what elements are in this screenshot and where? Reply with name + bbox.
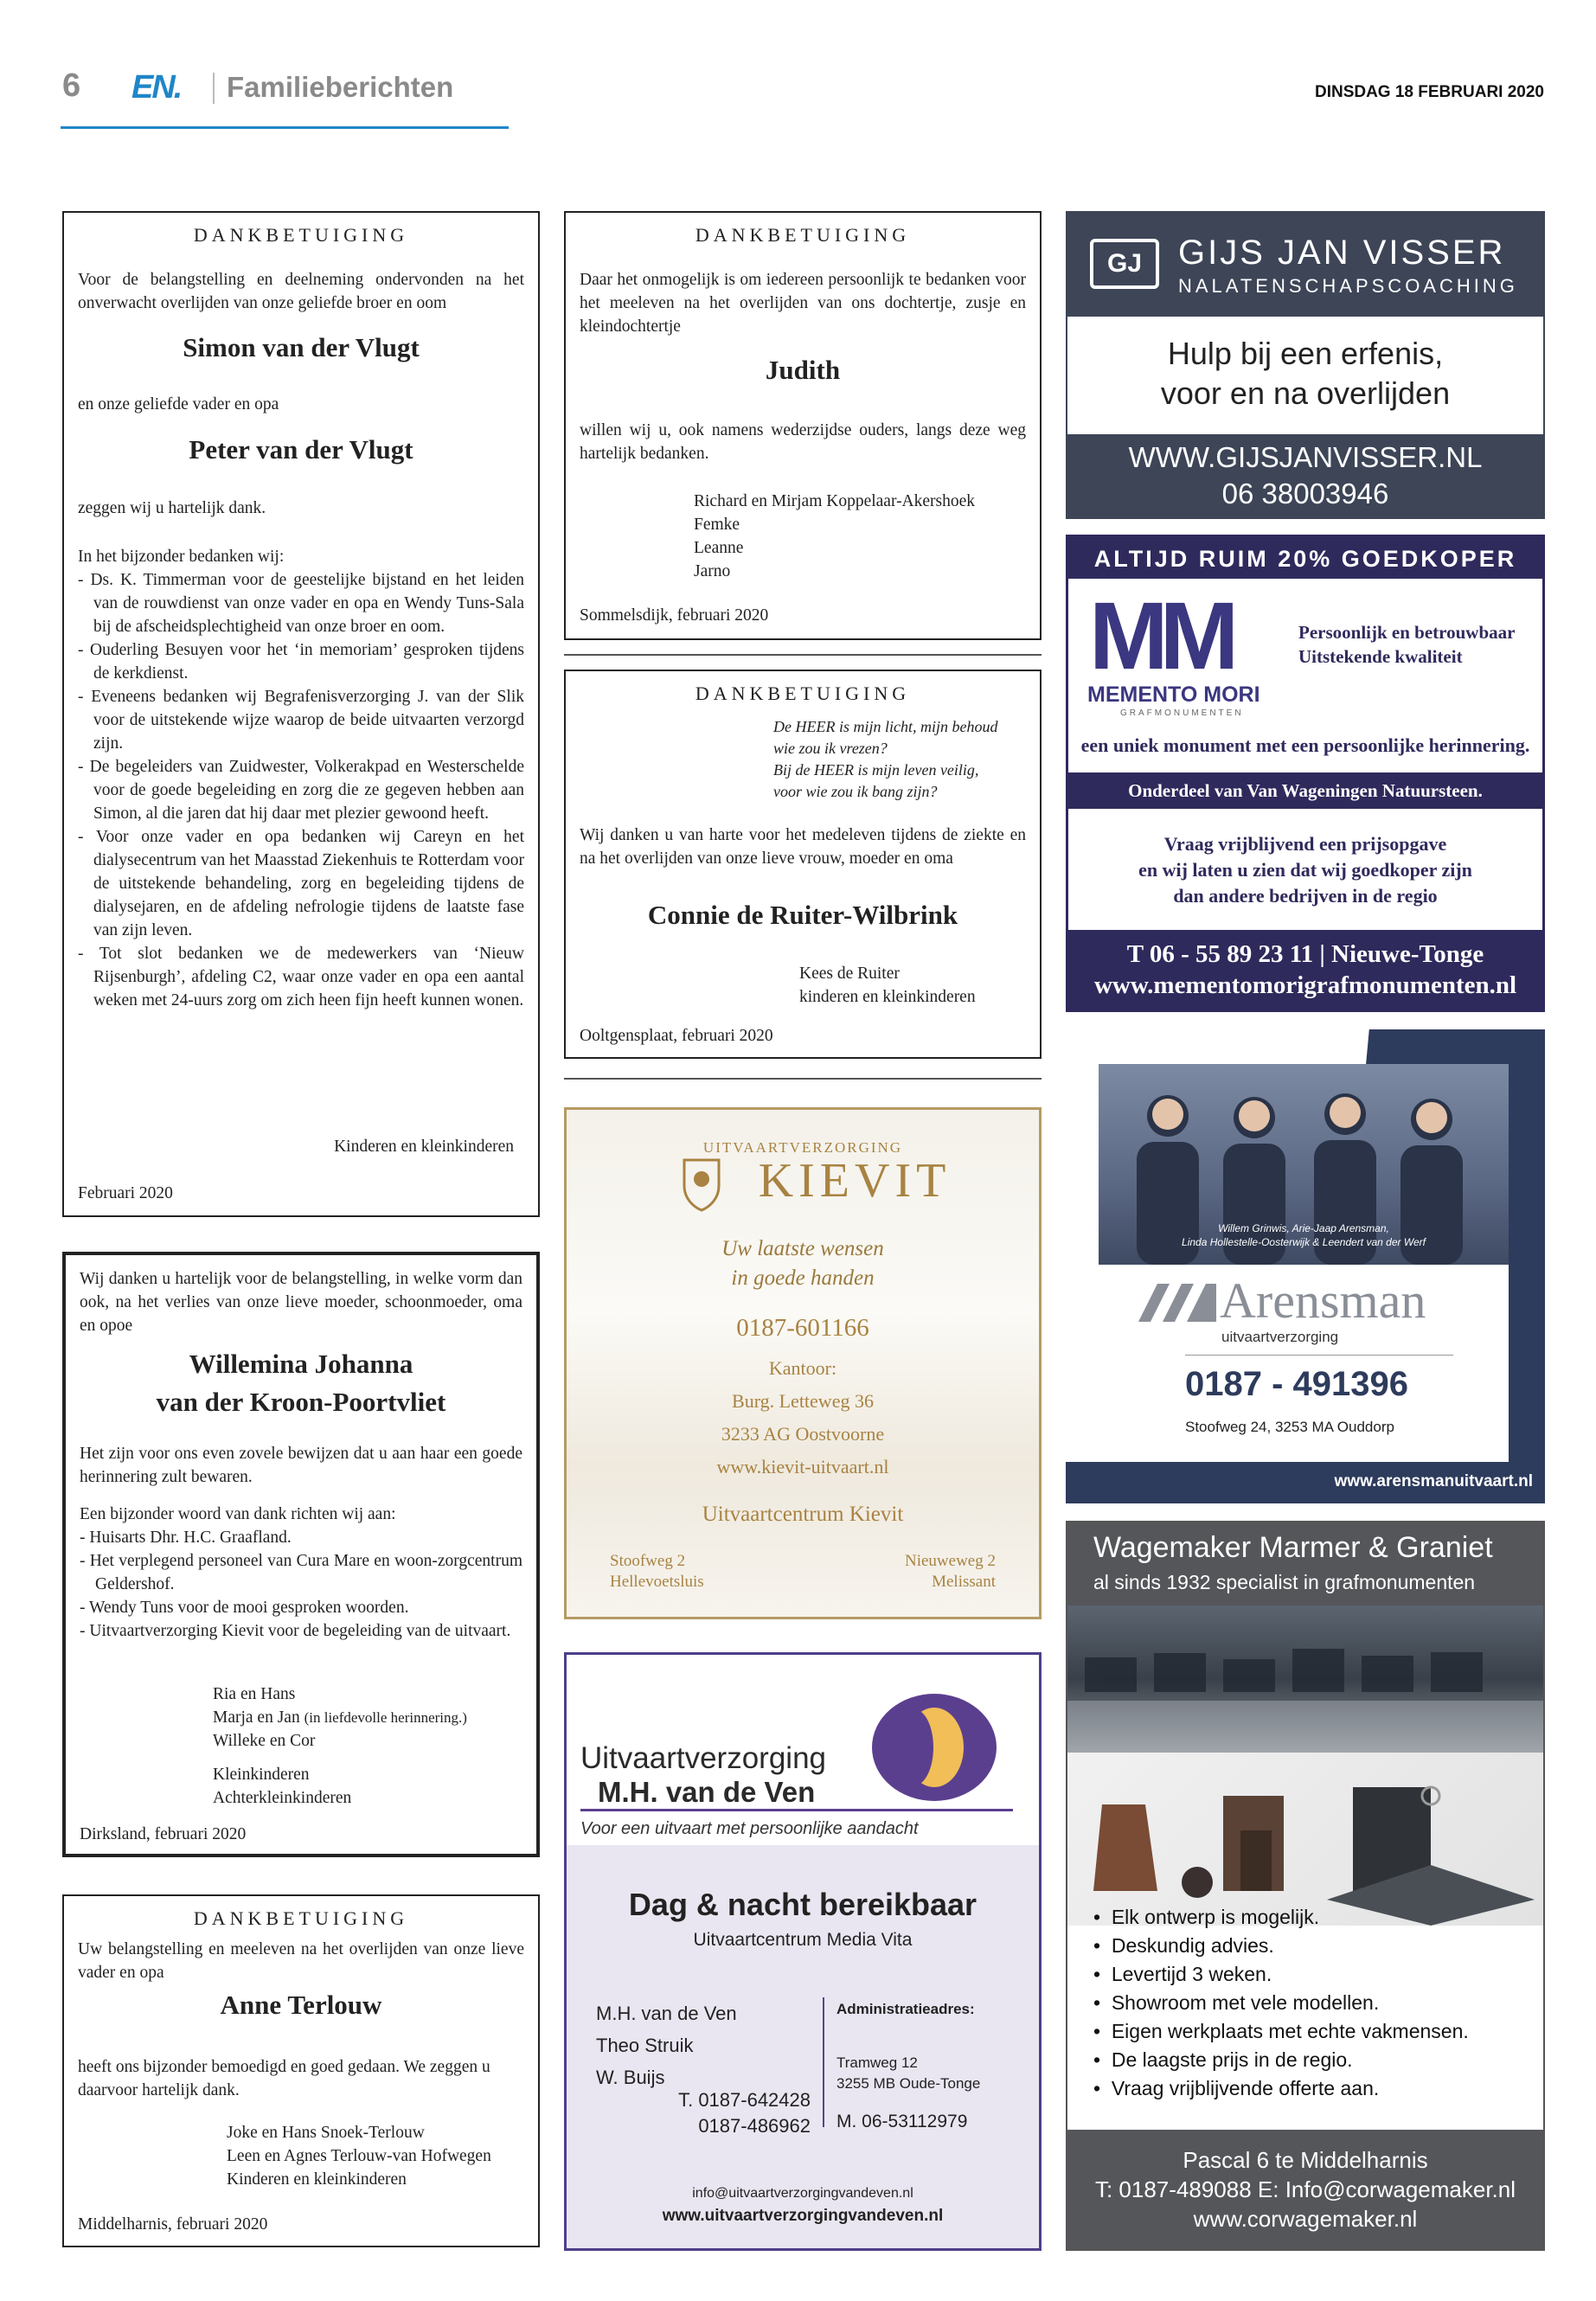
feature-text: Deskundig advies. [1111, 1934, 1274, 1957]
wagemaker-footer [1067, 2130, 1543, 2251]
visser-tagline [1067, 334, 1543, 413]
ven-line2: M.H. van de Ven [598, 1776, 816, 1808]
signer: Leen en Agnes Terlouw-van Hofwegen [227, 2147, 491, 2165]
notice-date: Februari 2020 [78, 1184, 173, 1202]
notice-terlouw [62, 1894, 540, 2247]
signer: Jarno [694, 562, 731, 580]
ven-logo-icon [869, 1691, 999, 1804]
deceased-name: Simon van der Vlugt [183, 332, 420, 362]
ad-wagemaker [1066, 1521, 1545, 2251]
section-title: Familieberichten [227, 71, 454, 103]
thanks-list [80, 1526, 522, 1643]
feature-text: Vraag vrijblijvende offerte aan. [1111, 2077, 1380, 2099]
feature-text: Showroom met vele modellen. [1111, 1991, 1380, 2014]
ven-slogan: Voor een uitvaart met persoonlijke aandacht [580, 1819, 919, 1838]
list-item: - Het verplegend personeel van Cura Mare en woon-zorgcentrum Geldershof. [80, 1552, 522, 1593]
ven-admin-address [836, 2053, 980, 2094]
page-number: 6 [62, 67, 81, 104]
visser-subtitle: NALATENSCHAPSCOACHING [1178, 275, 1518, 297]
kievit-name: KIEVIT [758, 1154, 952, 1208]
location-line: Hellevoetsluis [610, 1573, 704, 1591]
arensman-address: Stoofweg 24, 3253 MA Ouddorp [1185, 1419, 1394, 1435]
address-line: 3255 MB Oude-Tonge [836, 2075, 981, 2092]
signer: Richard en Mirjam Koppelaar-Akershoek [694, 492, 976, 510]
tagline-line: voor en na overlijden [1160, 375, 1451, 411]
ven-headline: Dag & nacht bereikbaar [628, 1887, 977, 1922]
tagline-line: Hulp bij een erfenis, [1167, 336, 1444, 371]
signer: Kleinkinderen [213, 1766, 310, 1784]
ven-phones [678, 2087, 811, 2139]
verse-line: De HEER is mijn licht, mijn behoud [773, 718, 998, 735]
signature [227, 2121, 524, 2191]
notice-date: Dirksland, februari 2020 [80, 1825, 247, 1843]
quality-line: Uitstekende kwaliteit [1298, 646, 1463, 667]
person: Theo Struik [596, 2035, 694, 2056]
feature-item: • De laagste prijs in de regio. [1093, 2048, 1353, 2071]
deceased-name: Connie de Ruiter-Wilbrink [647, 900, 958, 930]
notice-date: Ooltgensplaat, februari 2020 [580, 1027, 773, 1045]
ad-gijs-jan-visser [1066, 211, 1545, 519]
phone: T. 0187-642428 [678, 2089, 811, 2111]
arensman-phone: 0187 - 491396 [1185, 1365, 1409, 1403]
deceased-name: Anne Terlouw [220, 1990, 382, 2020]
showroom-photo [1067, 1606, 1543, 1753]
notice-text: willen wij u, ook namens wederzijdse ouders, langs deze weg hartelijk bedanken. [580, 421, 1026, 463]
signer: Willeke en Cor [213, 1732, 316, 1750]
ad-memento-mori [1066, 535, 1545, 1012]
memento-logo: MM [1089, 583, 1231, 689]
request-line: en wij laten u zien dat wij goedkoper zijn [1138, 859, 1472, 881]
notice-text: en onze geliefde vader en opa [78, 395, 279, 413]
ven-email: info@uitvaartverzorgingvandeven.nl [692, 2186, 913, 2201]
kievit-location-right [905, 1551, 996, 1593]
list-item: - Ds. K. Timmerman voor de geestelijke bijstand en het leiden van de rouwdienst van onze vader en opa en Wendy Tuns-Sala bij de afscheidsplechtigheid van onze broer en oom. [78, 571, 524, 636]
wagemaker-address: Pascal 6 te Middelharnis [1183, 2147, 1428, 2173]
signer: Achterkleinkinderen [213, 1789, 352, 1807]
ven-web: www.uitvaartverzorgingvandeven.nl [662, 2207, 944, 2225]
memento-footer [1068, 930, 1542, 1009]
deceased-name: Judith [765, 355, 841, 385]
notice-heading: DANKBETUIGING [695, 683, 911, 704]
list-item: - Voor onze vader en opa bedanken wij Careyn en het dialysecentrum van het Maasstad Ziekenhuis te Rotterdam voor de uitstekende behandeling, zorg en begeleiding tijdens de dialysejaren, en de afdeling nefrologie tijdens de laatste fase van zijn leven. [78, 828, 524, 939]
memento-brand-sub: GRAFMONUMENTEN [1120, 708, 1244, 718]
kievit-slogan [567, 1234, 1039, 1293]
address-line: Tramweg 12 [836, 2054, 918, 2071]
notice-date: Middelharnis, februari 2020 [78, 2215, 268, 2234]
feature-item: • Elk ontwerp is mogelijk. [1093, 1906, 1320, 1928]
phone: 0187-486962 [698, 2115, 811, 2137]
location-line: Melissant [932, 1573, 996, 1591]
notice-text: In het bijzonder bedanken wij: [78, 548, 285, 566]
team-photo [1099, 1064, 1509, 1265]
feature-text: Levertijd 3 weken. [1111, 1963, 1272, 1985]
arensman-logo-icon [1138, 1284, 1216, 1322]
ven-mobile: M. 06-53112979 [836, 2112, 968, 2131]
notice-heading: DANKBETUIGING [695, 224, 911, 246]
kievit-centre: Uitvaartcentrum Kievit [702, 1503, 904, 1526]
memento-part-of: Onderdeel van Van Wageningen Natuursteen. [1068, 772, 1542, 809]
notice-van-der-kroon [62, 1252, 540, 1857]
notice-text: Een bijzonder woord van dank richten wij aan: [80, 1505, 396, 1523]
signer: kinderen en kleinkinderen [799, 988, 976, 1006]
feature-item: • Showroom met vele modellen. [1093, 1991, 1380, 2014]
slogan-line: in goede handen [731, 1266, 875, 1290]
signer: Ria en Hans [213, 1685, 296, 1703]
visser-name: GIJS JAN VISSER [1178, 234, 1506, 272]
signer: Femke [694, 516, 740, 534]
memento-banner: ALTIJD RUIM 20% GOEDKOPER [1068, 537, 1542, 579]
notice-heading: DANKBETUIGING [193, 224, 409, 246]
signer [213, 1706, 522, 1729]
signer-note: (in liefdevolle herinnering.) [304, 1709, 467, 1726]
verse-line: wie zou ik vrezen? [773, 740, 888, 757]
ad-kievit [564, 1107, 1042, 1619]
feature-item: • Vraag vrijblijvende offerte aan. [1093, 2077, 1380, 2099]
signature [694, 490, 1026, 583]
notice-intro: Voor de belangstelling en deelneming ondervonden na het onverwacht overlijden van onze geliefde broer en oom [78, 271, 524, 312]
quality-line: Persoonlijk en betrouwbaar [1298, 622, 1516, 643]
notice-de-ruiter [564, 670, 1042, 1059]
memento-brand: MEMENTO MORI [1087, 683, 1260, 707]
memento-quote-request [1068, 831, 1542, 909]
wagemaker-title: Wagemaker Marmer & Graniet [1093, 1531, 1493, 1564]
feature-text: Eigen werkplaats met echte vakmensen. [1111, 2020, 1469, 2042]
wagemaker-features [1093, 1903, 1469, 2103]
feature-text: De laagste prijs in de regio. [1111, 2048, 1353, 2071]
signer: Kinderen en kleinkinderen [227, 2170, 407, 2189]
visser-phone: 06 38003946 [1221, 478, 1389, 510]
arensman-rule [1185, 1355, 1453, 1356]
deceased-name: van der Kroon-Poortvliet [156, 1387, 446, 1417]
arensman-name: Arensman [1220, 1272, 1426, 1329]
visser-contact [1067, 439, 1543, 512]
kievit-address [567, 1352, 1039, 1484]
person: M.H. van de Ven [596, 2003, 737, 2024]
signature [213, 1682, 522, 1810]
ven-subtitle: Uitvaartcentrum Media Vita [693, 1930, 913, 1950]
arensman-web: www.arensmanuitvaart.nl [1334, 1472, 1533, 1490]
person: W. Buijs [596, 2067, 665, 2088]
list-item: - De begeleiders van Zuidwester, Volkerakpad en Westerschelde voor de goede begeleiding en zorg die ze gegeven hebben aan Simon, al die jaren dat hij daar met plezier gewoond heeft. [78, 758, 524, 823]
signature [799, 962, 1026, 1009]
notice-intro: Uw belangstelling en meeleven na het overlijden van onze lieve vader en opa [78, 1940, 524, 1982]
memento-web: www.mementomorigrafmonumenten.nl [1093, 971, 1517, 999]
notice-van-der-vlugt [62, 211, 540, 1217]
ven-rule [580, 1809, 1013, 1811]
visser-web: WWW.GIJSJANVISSER.NL [1128, 441, 1483, 473]
issue-date: DINSDAG 18 FEBRUARI 2020 [1314, 83, 1544, 101]
caption-line: Willem Grinwis, Arie-Jaap Arensman, [1218, 1222, 1389, 1234]
ad-van-de-ven [564, 1652, 1042, 2251]
ven-line1: Uitvaartverzorging [580, 1741, 826, 1775]
address-line: www.kievit-uitvaart.nl [716, 1456, 889, 1477]
ven-admin-label: Administratieadres: [836, 2001, 975, 2017]
bible-verse [773, 716, 1026, 803]
wagemaker-web: www.corwagemaker.nl [1193, 2206, 1418, 2232]
newspaper-logo: EN. [131, 69, 182, 106]
list-item: - Tot slot bedanken we de medewerkers van ‘Nieuw Rijsenburgh’, afdeling C2, waar onze vader en opa een aantal weken met 24-uurs zorg om zich heen fijn heeft kunnen wonen. [78, 945, 524, 1009]
header-divider [213, 73, 215, 104]
arensman-subtitle: uitvaartverzorging [1221, 1329, 1339, 1345]
feature-item: • Deskundig advies. [1093, 1934, 1274, 1957]
column-rule [564, 1078, 1042, 1080]
notice-text: Het zijn voor ons even zovele bewijzen dat u aan haar een goede herinnering zult bewaren. [80, 1445, 522, 1486]
notice-intro: Daar het onmogelijk is om iedereen persoonlijk te bedanken voor het meeleven na het overlijden van ons dochtertje, zusje en kleindochtertje [580, 271, 1026, 336]
list-item: - Ouderling Besuyen voor het ‘in memoriam’ gesproken tijdens de kerkdienst. [78, 641, 524, 683]
notice-text: heeft ons bijzonder bemoedigd en goed gedaan. We zeggen u daarvoor hartelijk dank. [78, 2058, 490, 2099]
signer-name: Marja en Jan [213, 1708, 300, 1727]
notice-judith [564, 211, 1042, 640]
signer: Joke en Hans Snoek-Terlouw [227, 2124, 425, 2142]
address-line: 3233 AG Oostvoorne [721, 1423, 885, 1445]
kievit-label: UITVAARTVERZORGING [702, 1139, 903, 1156]
feature-text: Elk ontwerp is mogelijk. [1111, 1906, 1320, 1928]
verse-line: voor wie zou ik bang zijn? [773, 783, 938, 800]
notice-text: zeggen wij u hartelijk dank. [78, 499, 266, 517]
signer: Leanne [694, 539, 744, 557]
verse-line: Bij de HEER is mijn leven veilig, [773, 761, 979, 779]
thanks-list [78, 568, 524, 1012]
feature-item: • Eigen werkplaats met echte vakmensen. [1093, 2020, 1469, 2042]
caption-line: Linda Hollestelle-Oosterwijk & Leendert van der Werf [1182, 1236, 1426, 1248]
notice-intro: Wij danken u van harte voor het medeleven tijdens de ziekte en na het overlijden van onze lieve vrouw, moeder en oma [580, 826, 1026, 868]
feature-item: • Levertijd 3 weken. [1093, 1963, 1272, 1985]
team-caption [1099, 1221, 1509, 1249]
signature: Kinderen en kleinkinderen [334, 1138, 514, 1156]
address-line: Burg. Letteweg 36 [732, 1390, 874, 1412]
list-item: - Wendy Tuns voor de mooi gesproken woorden. [80, 1599, 409, 1617]
deceased-name: Willemina Johanna [189, 1349, 413, 1379]
kievit-location-left [610, 1551, 704, 1593]
monuments-photo [1067, 1753, 1543, 1926]
notice-intro: Wij danken u hartelijk voor de belangstelling, in welke vorm dan ook, na het verlies van onze lieve moeder, schoonmoeder, oma en opoe [80, 1270, 522, 1335]
memento-phone: T 06 - 55 89 23 11 | Nieuwe-Tonge [1126, 940, 1484, 968]
header-rule [61, 126, 509, 129]
wagemaker-subtitle: al sinds 1932 specialist in grafmonumenten [1093, 1571, 1476, 1593]
slogan-line: Uw laatste wensen [721, 1237, 884, 1260]
visser-logo: GJ [1090, 239, 1159, 289]
column-rule [564, 654, 1042, 656]
list-item: - Eveneens bedanken wij Begrafenisverzorging J. van der Slik voor de uitstekende wijze waarop de beide uitvaarten verzorgd zijn. [78, 688, 524, 753]
list-item: - Uitvaartverzorging Kievit voor de begeleiding van de uitvaart. [80, 1622, 511, 1640]
request-line: Vraag vrijblijvend een prijsopgave [1163, 833, 1447, 855]
kievit-phone: 0187-601166 [736, 1314, 869, 1342]
kievit-crest-icon [679, 1155, 724, 1212]
signer: Kees de Ruiter [799, 965, 900, 983]
memento-qualities [1298, 620, 1515, 669]
ven-divider [823, 1997, 824, 2127]
ven-people [596, 1997, 737, 2093]
request-line: dan andere bedrijven in de regio [1173, 885, 1438, 907]
address-line: Kantoor: [768, 1357, 837, 1379]
notice-heading: DANKBETUIGING [193, 1907, 409, 1929]
memento-monument: een uniek monument met een persoonlijke herinnering. [1080, 734, 1530, 756]
location-line: Nieuweweg 2 [905, 1552, 996, 1570]
notice-date: Sommelsdijk, februari 2020 [580, 606, 769, 625]
wagemaker-contact: T: 0187-489088 E: Info@corwagemaker.nl [1094, 2176, 1516, 2202]
deceased-name: Peter van der Vlugt [189, 434, 413, 465]
list-item: - Huisarts Dhr. H.C. Graafland. [80, 1529, 292, 1547]
ad-arensman [1066, 1029, 1545, 1503]
location-line: Stoofweg 2 [610, 1552, 686, 1570]
